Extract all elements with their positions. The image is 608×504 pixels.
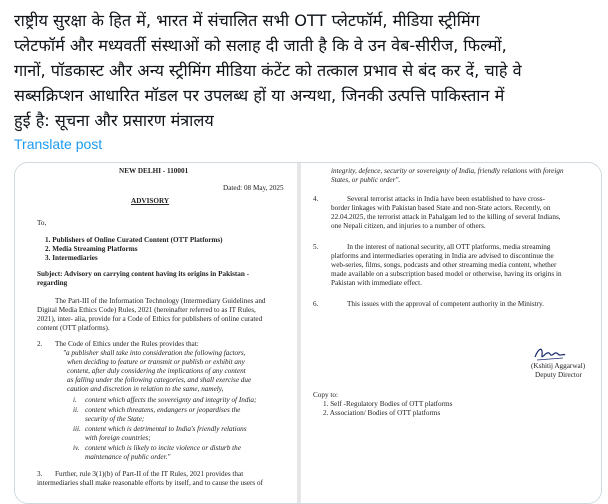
doc-quote-line: caution and discretion in relation to the same, namely,: [67, 385, 224, 393]
doc-item-num: iii.: [73, 425, 81, 433]
doc-item-text: content which threatens, endangers or jeopardises the: [85, 406, 241, 414]
tweet-line: गानों, पॉडकास्ट और अन्य स्ट्रीमिंग मीडिया कंटेंट को तत्काल प्रभाव से बंद कर दें, चाहे वे: [14, 61, 522, 80]
doc-item-text: with foreign countries;: [85, 434, 151, 442]
doc-copy-item: 1. Self -Regulatory Bodies of OTT platforms: [323, 400, 453, 408]
doc-item-text: security of the State;: [85, 415, 145, 423]
doc-city: NEW DELHI - 110001: [119, 167, 189, 175]
doc-recipient: 3. Intermediaries: [45, 254, 98, 262]
doc-para5-line: web-series, films, songs, podcasts and other streaming media content, whether: [331, 261, 557, 269]
doc-para4-line: one Nepali citizen, and injuries to a number of others.: [331, 222, 486, 230]
attached-document-image[interactable]: [14, 162, 602, 504]
doc-title: ADVISORY: [131, 197, 170, 205]
doc-para1-line: Digital Media Ethics Code) Rules, 2021 (hereinafter referred to as IT Rules,: [37, 306, 256, 314]
tweet-line: राष्ट्रीय सुरक्षा के हित में, भारत में संचालित सभी OTT प्लेटफॉर्म, मीडिया स्ट्रीमिंग: [14, 11, 480, 30]
doc-para3-line: intermediaries shall make reasonable efforts by itself, and to cause the users of: [37, 479, 263, 487]
doc-para5-line: made available on a subscription based model or otherwise, having its origins in: [331, 270, 562, 278]
doc-para5-line: platforms and intermediaries operating in India are advised to discontinue the: [331, 252, 554, 260]
doc-para1-line: 2021), inter- alia, provide for a Code of Ethics for publishers of online curated: [37, 315, 263, 323]
doc-para3-line: Further, rule 3(1)(b) of Part-II of the IT Rules, 2021 provides that: [55, 470, 244, 478]
tweet-line: सब्सक्रिप्शन आधारित मॉडल पर उपलब्ध हों या अन्यथा, जिनकी उत्पत्ति पाकिस्तान में: [14, 86, 505, 105]
doc-item-text: content which is detrimental to India's friendly relations: [85, 425, 247, 433]
doc-item-text: content which is likely to incite violence or disturb the: [85, 444, 241, 452]
doc-para6-line: This issues with the approval of competent authority in the Ministry.: [347, 300, 544, 308]
doc-para3-num: 3.: [37, 470, 43, 478]
doc-para1-line: The Part-III of the Information Technology (Intermediary Guidelines and: [55, 297, 266, 305]
doc-quote-line: content, after duly considering the implications of any content: [67, 367, 246, 375]
doc-subject: regarding: [37, 279, 68, 287]
doc-to: To,: [37, 219, 47, 227]
doc-recipient: 2. Media Streaming Platforms: [45, 245, 138, 253]
doc-quote-line: when deciding to feature or transmit or publish or exhibit any: [67, 358, 245, 366]
signatory-title: Deputy Director: [535, 371, 582, 379]
doc-para4-line: 22.04.2025, the terrorist attack in Pahalgam led to the killing of several Indians,: [331, 213, 561, 221]
doc-para4-line: border linkages with Pakistan based State and non-State actors. Recently, on: [331, 204, 551, 212]
doc-date: Dated: 08 May, 2025: [223, 184, 284, 192]
doc-para5-num: 5.: [313, 243, 319, 251]
doc-item-num: ii.: [73, 406, 79, 414]
doc-para2-num: 2.: [37, 340, 43, 348]
doc-para6-num: 6.: [313, 300, 319, 308]
doc-para1-line: content (OTT platforms).: [37, 324, 110, 332]
doc-quote-line: "a publisher shall take into consideration the following factors,: [63, 349, 246, 357]
doc-copy-item: 2. Association/ Bodies of OTT platforms: [323, 409, 441, 417]
doc-copy-to: Copy to:: [313, 391, 338, 399]
signatory-name: (Kshitij Aggarwal): [531, 362, 586, 370]
doc-item-num: i.: [73, 396, 77, 404]
tweet-text: [14, 8, 600, 133]
doc-para4-num: 4.: [313, 195, 319, 203]
document-page-right: [301, 163, 601, 503]
doc-subject: Subject: Advisory on carrying content having its origins in Pakistan -: [37, 270, 250, 278]
signature-icon: [533, 345, 567, 363]
doc-continued-line: integrity, defence, security or sovereignty of India, friendly relations with foreign: [331, 167, 564, 175]
doc-item-text: content which affects the sovereignty and integrity of India;: [85, 396, 257, 404]
doc-para4-line: Several terrorist attacks in India have been established to have cross-: [347, 195, 545, 203]
doc-recipient: 1. Publishers of Online Curated Content (OTT Platforms): [45, 236, 223, 244]
doc-continued-line: States, or public order".: [331, 176, 401, 184]
doc-item-text: maintenance of public order.": [85, 453, 171, 461]
tweet-line: प्लेटफॉर्म और मध्यवर्ती संस्थाओं को सलाह दी जाती है कि वे उन वेब-सीरीज, फिल्मों,: [14, 36, 507, 55]
tweet-line: हुई है: सूचना और प्रसारण मंत्रालय: [14, 111, 214, 130]
translate-post-link[interactable]: Translate post: [14, 136, 103, 152]
doc-para5-line: Pakistan with immediate effect.: [331, 279, 422, 287]
doc-para5-line: In the interest of national security, all OTT platforms, media streaming: [347, 243, 551, 251]
document-page-left: [15, 163, 297, 503]
doc-para2-lead: The Code of Ethics under the Rules provides that:: [55, 340, 199, 348]
doc-item-num: iv.: [73, 444, 80, 452]
doc-quote-line: as falling under the following categories, and shall exercise due: [67, 376, 252, 384]
